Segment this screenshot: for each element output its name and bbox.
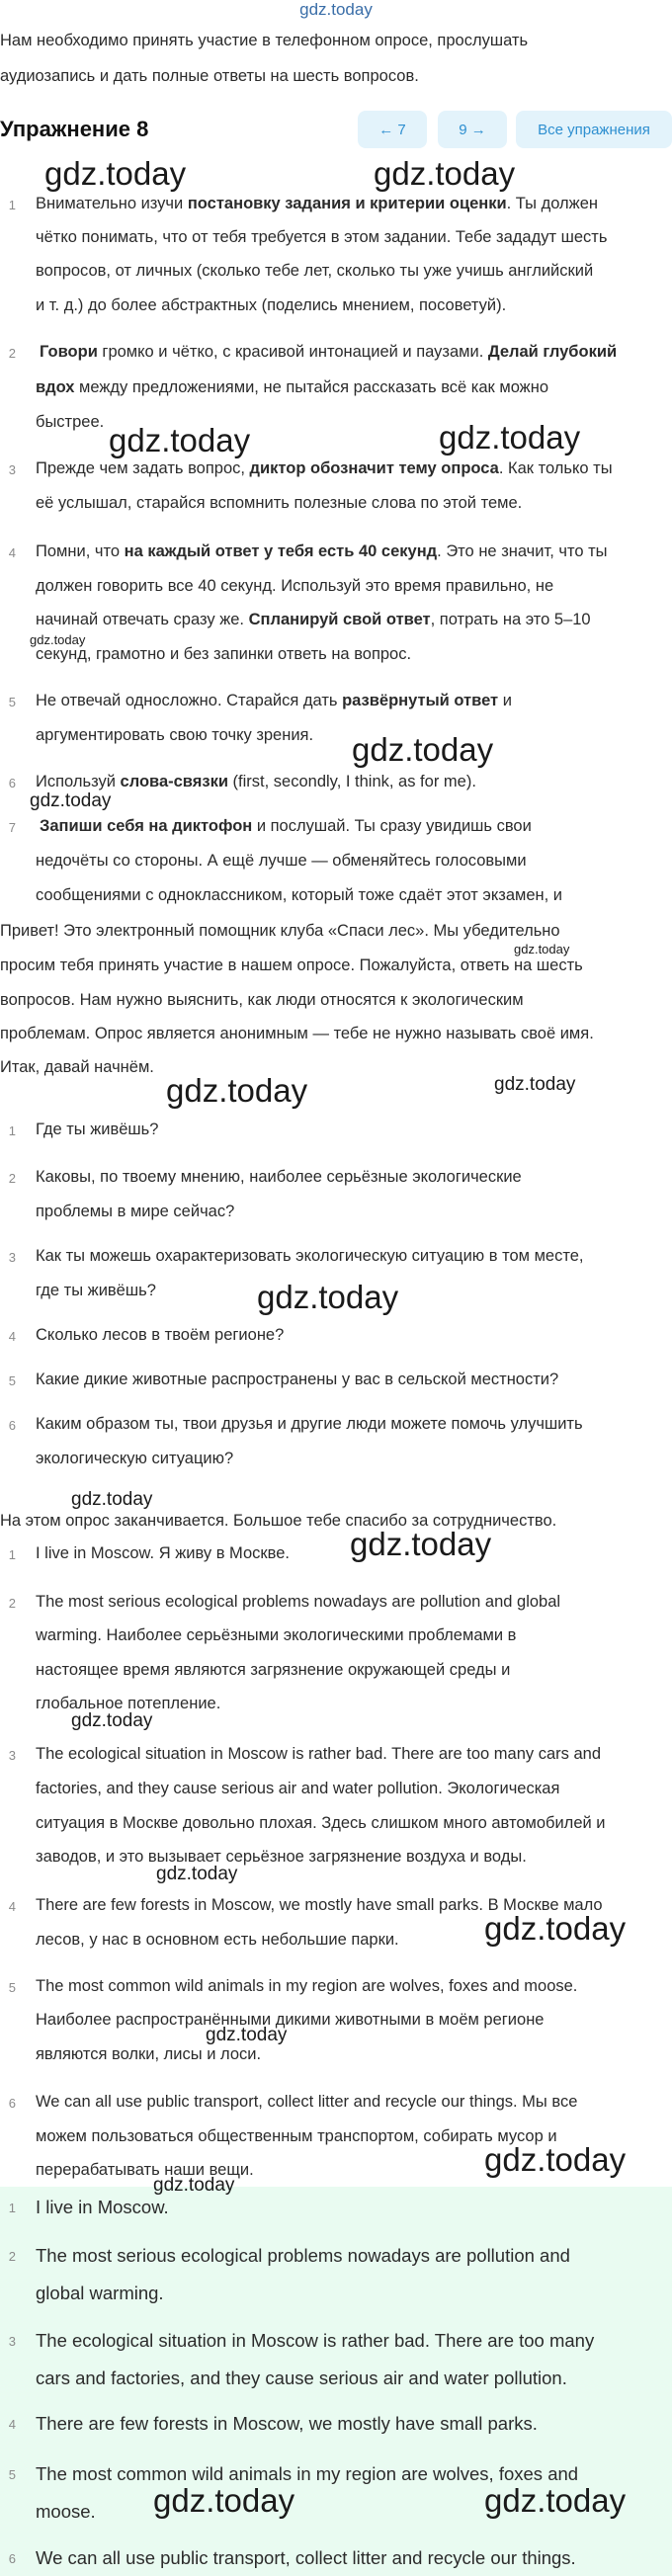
list-number: 4 — [8, 2417, 16, 2432]
english-answer: The ecological situation in Moscow is rather bad. There are too many — [36, 2330, 595, 2351]
tip-text: Используй слова-связки (first, secondly, I think, as for me). — [36, 773, 476, 790]
answer-text: ситуация в Москве довольно плохая. Здесь слишком много автомобилей и — [36, 1814, 606, 1832]
watermark: gdz.today — [166, 1072, 308, 1109]
answer-text: глобальное потепление. — [36, 1695, 221, 1712]
watermark: gdz.today — [153, 2482, 295, 2519]
tip-text: быстрее. — [36, 413, 105, 431]
list-number: 6 — [8, 2096, 16, 2111]
tip-text: Внимательно изучи постановку задания и критерии оценки. Ты должен — [36, 195, 598, 212]
question-text: Сколько лесов в твоём регионе? — [36, 1326, 285, 1344]
list-number: 3 — [8, 2334, 16, 2349]
tip-text: сообщениями с одноклассником, который тоже сдаёт этот экзамен, и — [36, 886, 563, 904]
list-number: 3 — [8, 462, 16, 477]
english-answer: There are few forests in Moscow, we mostly have small parks. — [36, 2413, 538, 2434]
tip-text: недочёты со стороны. А ещё лучше — обменяйтесь голосовыми — [36, 852, 527, 870]
next-exercise-button[interactable]: 9 → — [438, 111, 507, 148]
watermark: gdz.today — [352, 731, 494, 768]
list-number: 6 — [8, 1418, 16, 1433]
intro-line: Нам необходимо принять участие в телефонном опросе, прослушать — [0, 32, 529, 49]
question-text: Каковы, по твоему мнению, наиболее серьёзные экологические — [36, 1168, 522, 1186]
question-text: Где ты живёшь? — [36, 1121, 159, 1138]
watermark: gdz.today — [494, 1074, 576, 1095]
list-number: 3 — [8, 1250, 16, 1265]
intro-line: аудиозапись и дать полные ответы на шесть вопросов. — [0, 67, 419, 85]
tip-text: Помни, что на каждый ответ у тебя есть 40 секунд. Это не значит, что ты — [36, 542, 608, 560]
list-number: 5 — [8, 1980, 16, 1995]
list-number: 5 — [8, 695, 16, 709]
list-number: 2 — [8, 1596, 16, 1611]
english-answer: cars and factories, and they cause serious air and water pollution. — [36, 2368, 567, 2388]
question-text: Как ты можешь охарактеризовать экологическую ситуацию в том месте, — [36, 1247, 584, 1265]
answer-text: The most serious ecological problems nowadays are pollution and global — [36, 1593, 561, 1611]
answer-text: перерабатывать наши вещи. — [36, 2161, 254, 2179]
watermark: gdz.today — [257, 1279, 399, 1315]
answer-text: We can all use public transport, collect litter and recycle our things. Мы все — [36, 2093, 578, 2111]
question-text: Какие дикие животные распространены у вас в сельской местности? — [36, 1371, 559, 1388]
list-number: 5 — [8, 1373, 16, 1388]
watermark: gdz.today — [71, 1710, 153, 1731]
list-number: 6 — [8, 776, 16, 790]
question-text: Каким образом ты, твои друзья и другие люди можете помочь улучшить — [36, 1415, 583, 1433]
answer-text: factories, and they cause serious air and water pollution. Экологическая — [36, 1780, 560, 1797]
list-number: 7 — [8, 820, 16, 835]
tip-text: начинай отвечать сразу же. Спланируй свой ответ, потрать на это 5–10 — [36, 611, 591, 628]
answer-text: Наиболее распространёнными дикими животными в моём регионе — [36, 2011, 545, 2029]
watermark: gdz.today — [374, 155, 516, 192]
answer-text: There are few forests in Moscow, we mostly have small parks. В Москве мало — [36, 1896, 603, 1914]
list-number: 4 — [8, 1329, 16, 1344]
watermark: gdz.today — [484, 2141, 627, 2178]
tip-text: и т. д.) до более абстрактных (поделись мнением, посоветуй). — [36, 296, 507, 314]
list-number: 4 — [8, 1899, 16, 1914]
english-answer: moose. — [36, 2501, 96, 2522]
tip-text: Не отвечай односложно. Старайся дать развёрнутый ответ и — [36, 692, 512, 709]
watermark: gdz.today — [44, 155, 187, 192]
list-number: 1 — [8, 1123, 16, 1138]
tip-text: Запиши себя на диктофон и послушай. Ты сразу увидишь свои — [40, 817, 532, 835]
answer-text: I live in Moscow. Я живу в Москве. — [36, 1544, 290, 1562]
tip-text: вопросов, от личных (сколько тебе лет, сколько ты уже учишь английский — [36, 262, 594, 280]
list-number: 2 — [8, 2249, 16, 2264]
watermark: gdz.today — [71, 1489, 153, 1510]
english-answer: We can all use public transport, collect litter and recycle our things. — [36, 2547, 576, 2568]
tip-text: Прежде чем задать вопрос, диктор обозначит тему опроса. Как только ты — [36, 459, 613, 477]
tip-text: Говори громко и чётко, с красивой интонацией и паузами. Делай глубокий — [40, 343, 618, 361]
watermark: gdz.today — [153, 2175, 235, 2196]
answer-text: The ecological situation in Moscow is rather bad. There are too many cars and — [36, 1745, 601, 1763]
watermark: gdz.today — [156, 1864, 238, 1884]
list-number: 1 — [8, 198, 16, 212]
tip-text: аргументировать свою точку зрения. — [36, 726, 314, 744]
watermark: gdz.today — [109, 422, 251, 458]
list-number: 6 — [8, 2551, 16, 2566]
list-number: 4 — [8, 545, 16, 560]
watermark: gdz.today — [350, 1526, 492, 1562]
tip-text: чётко понимать, что от тебя требуется в этом задании. Тебе зададут шесть — [36, 228, 608, 246]
english-answer: The most serious ecological problems nowadays are pollution and — [36, 2245, 570, 2266]
tip-text: вдох между предложениями, не пытайся рассказать всё как можно — [36, 378, 549, 396]
list-number: 5 — [8, 2467, 16, 2482]
answer-text: The most common wild animals in my region are wolves, foxes and moose. — [36, 1977, 578, 1995]
answer-text: лесов, у нас в основном есть небольшие парки. — [36, 1931, 399, 1949]
question-text: проблемы в мире сейчас? — [36, 1203, 235, 1220]
tip-text: её услышал, старайся вспомнить полезные слова по этой теме. — [36, 494, 523, 512]
answer-text: warming. Наиболее серьёзными экологическими проблемами в — [36, 1626, 517, 1644]
list-number: 1 — [8, 1547, 16, 1562]
watermark: gdz.today — [439, 419, 581, 456]
watermark: gdz.today — [30, 632, 86, 647]
exercise-title: Упражнение 8 — [0, 117, 149, 141]
site-logo[interactable]: gdz.today — [299, 0, 373, 19]
all-exercises-button[interactable]: Все упражнения — [516, 111, 672, 148]
list-number: 3 — [8, 1748, 16, 1763]
question-text: экологическую ситуацию? — [36, 1450, 234, 1467]
english-answer: I live in Moscow. — [36, 2197, 169, 2217]
tip-text: должен говорить все 40 секунд. Используй это время правильно, не — [36, 577, 554, 595]
watermark: gdz.today — [514, 942, 570, 956]
answer-text: настоящее время являются загрязнение окружающей среды и — [36, 1661, 511, 1679]
watermark: gdz.today — [484, 1910, 627, 1947]
closing-text: На этом опрос заканчивается. Большое тебе спасибо за сотрудничество. — [0, 1512, 557, 1530]
english-answer: global warming. — [36, 2283, 164, 2303]
watermark: gdz.today — [206, 2025, 288, 2045]
question-text: где ты живёшь? — [36, 1282, 156, 1299]
watermark: gdz.today — [484, 2482, 627, 2519]
tip-text: секунд, грамотно и без запинки ответь на вопрос. — [36, 645, 412, 663]
english-answer: The most common wild animals in my region are wolves, foxes and — [36, 2463, 579, 2484]
prev-exercise-button[interactable]: ← 7 — [358, 111, 427, 148]
answer-text: являются волки, лисы и лоси. — [36, 2045, 262, 2063]
list-number: 2 — [8, 1171, 16, 1186]
list-number: 1 — [8, 2201, 16, 2215]
watermark: gdz.today — [30, 790, 112, 811]
answer-text: можем пользоваться общественным транспортом, собирать мусор и — [36, 2127, 557, 2145]
list-number: 2 — [8, 346, 16, 361]
answer-text: заводов, и это вызывает серьёзное загрязнение воздуха и воды. — [36, 1848, 527, 1866]
